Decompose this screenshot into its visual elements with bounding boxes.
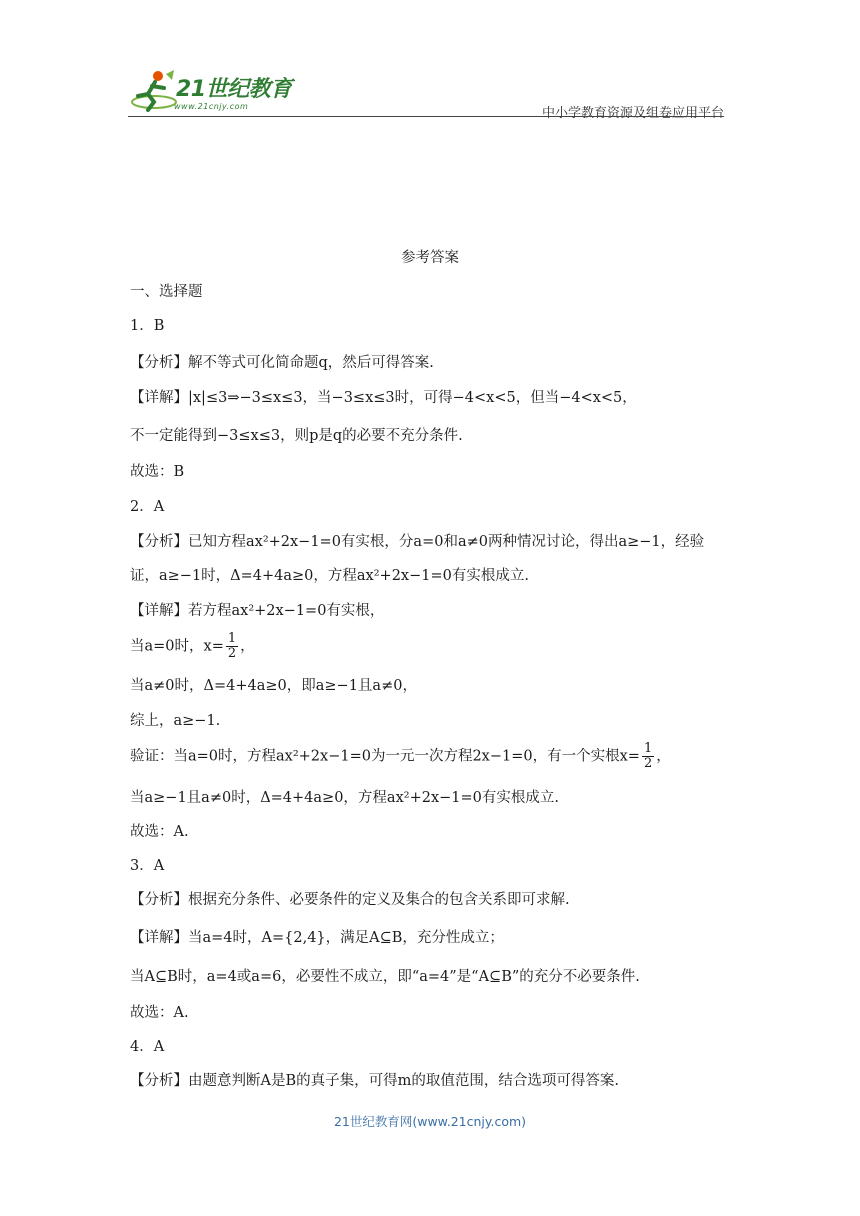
q2-detail-2-end: ，	[240, 638, 255, 655]
q3-choice: 故选：A.	[130, 1005, 189, 1021]
fraction-one-half	[226, 632, 238, 661]
logo	[128, 64, 318, 118]
q3-detail-2: 当A⊆B时，a=4或a=6，必要性不成立，即“a=4”是“A⊆B”的充分不必要条件.	[130, 969, 640, 985]
footer-link[interactable]: 21世纪教育网(www.21cnjy.com)	[333, 1114, 527, 1129]
q2-detail-6: 当a≥−1且a≠0时，Δ=4+4a≥0，方程ax²+2x−1=0有实根成立.	[130, 790, 559, 806]
q4-number: 4．A	[130, 1039, 165, 1055]
page-title: 参考答案	[401, 250, 459, 266]
q2-analysis-2: 证，a≥−1时，Δ=4+4a≥0，方程ax²+2x−1=0有实根成立.	[130, 568, 529, 584]
page-header	[128, 64, 724, 120]
fraction-numerator: 1	[643, 741, 653, 756]
runner-logo-icon	[128, 66, 178, 116]
q2-analysis-1: 【分析】已知方程ax²+2x−1=0有实根，分a=0和a≠0两种情况讨论，得出a≥−1，经验	[130, 534, 705, 550]
q2-detail-1: 【详解】若方程ax²+2x−1=0有实根，	[130, 603, 385, 619]
q1-detail-1: 【详解】|x|≤3⇒−3≤x≤3，当−3≤x≤3时，可得−4<x<5，但当−4<x<5，	[130, 390, 637, 406]
q3-analysis: 【分析】根据充分条件、必要条件的定义及集合的包含关系即可求解.	[130, 892, 570, 908]
section-heading: 一、选择题	[130, 284, 203, 300]
q2-verify	[130, 742, 671, 771]
q3-detail-1: 【详解】当a=4时，A={2,4}，满足A⊆B，充分性成立；	[130, 930, 504, 946]
q2-detail-2	[130, 632, 255, 661]
platform-name: 中小学教育资源及组卷应用平台	[541, 106, 724, 121]
q1-detail-2: 不一定能得到−3≤x≤3，则p是q的必要不充分条件.	[130, 428, 463, 444]
fraction-numerator: 1	[227, 631, 237, 646]
header-divider	[128, 116, 724, 117]
q4-analysis: 【分析】由题意判断A是B的真子集，可得m的取值范围，结合选项可得答案.	[130, 1073, 619, 1089]
q1-choice: 故选：B	[130, 464, 185, 480]
logo-text: 21世纪教育	[176, 77, 292, 102]
fraction-one-half	[642, 742, 654, 771]
q2-choice: 故选：A.	[130, 824, 189, 840]
q1-number: 1．B	[130, 318, 165, 334]
q2-number: 2．A	[130, 499, 165, 515]
fraction-denominator: 2	[227, 646, 237, 661]
q2-detail-2-text: 当a=0时，x=	[130, 638, 224, 655]
q2-detail-4: 综上，a≥−1.	[130, 713, 221, 729]
q1-analysis: 【分析】解不等式可化简命题q，然后可得答案.	[130, 355, 434, 371]
fraction-denominator: 2	[643, 756, 653, 771]
logo-url: www.21cnjy.com	[174, 102, 249, 111]
q2-verify-end: ，	[656, 748, 671, 765]
q2-detail-3: 当a≠0时，Δ=4+4a≥0，即a≥−1且a≠0，	[130, 678, 417, 694]
q3-number: 3．A	[130, 858, 165, 874]
q2-verify-text: 验证：当a=0时，方程ax²+2x−1=0为一元一次方程2x−1=0，有一个实根x=	[130, 748, 640, 765]
